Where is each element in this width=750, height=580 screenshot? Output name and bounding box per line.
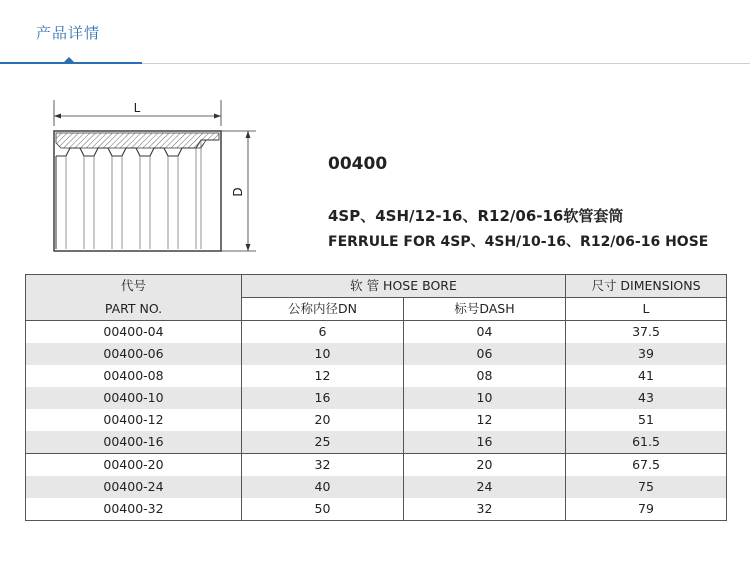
dn-cell: 10 <box>242 343 404 365</box>
dash-cell: 20 <box>404 454 566 477</box>
header-dash: 标号DASH <box>404 298 566 321</box>
length-cell: 43 <box>566 387 727 409</box>
dn-cell: 25 <box>242 431 404 454</box>
table-header-row-2 <box>26 298 727 321</box>
tab-divider <box>142 63 750 64</box>
dash-cell: 24 <box>404 476 566 498</box>
length-cell: 37.5 <box>566 321 727 344</box>
table-row <box>26 343 727 365</box>
table-row <box>26 321 727 344</box>
part-number-cell: 00400-16 <box>26 431 242 454</box>
length-cell: 51 <box>566 409 727 431</box>
dash-cell: 32 <box>404 498 566 521</box>
length-cell: 67.5 <box>566 454 727 477</box>
table-row <box>26 476 727 498</box>
length-cell: 41 <box>566 365 727 387</box>
dash-cell: 10 <box>404 387 566 409</box>
dn-cell: 12 <box>242 365 404 387</box>
spec-table <box>25 274 727 521</box>
table-header-row-1 <box>26 275 727 298</box>
dash-cell: 06 <box>404 343 566 365</box>
dn-cell: 16 <box>242 387 404 409</box>
diameter-label: D <box>231 187 245 197</box>
header-l: L <box>566 298 727 321</box>
dash-cell: 16 <box>404 431 566 454</box>
header-code-en: PART NO. <box>26 298 242 321</box>
length-cell: 39 <box>566 343 727 365</box>
header-code-cn: 代号 <box>26 275 242 298</box>
tab-active-underline <box>0 62 142 64</box>
length-label: L <box>133 101 141 115</box>
part-number-cell: 00400-06 <box>26 343 242 365</box>
table-row <box>26 431 727 454</box>
dn-cell: 50 <box>242 498 404 521</box>
length-cell: 79 <box>566 498 727 521</box>
table-row <box>26 498 727 521</box>
part-number-cell: 00400-04 <box>26 321 242 344</box>
dash-cell: 08 <box>404 365 566 387</box>
table-row <box>26 365 727 387</box>
header-dn: 公称内径DN <box>242 298 404 321</box>
dash-cell: 12 <box>404 409 566 431</box>
ferrule-drawing <box>36 96 256 256</box>
table-row <box>26 409 727 431</box>
length-cell: 61.5 <box>566 431 727 454</box>
dn-cell: 20 <box>242 409 404 431</box>
part-number-cell: 00400-10 <box>26 387 242 409</box>
table-row <box>26 387 727 409</box>
product-title-en: FERRULE FOR 4SP、4SH/10-16、R12/06-16 HOSE <box>328 234 709 250</box>
dn-cell: 32 <box>242 454 404 477</box>
tab-product-details[interactable]: 产品详情 <box>36 24 101 42</box>
dn-cell: 6 <box>242 321 404 344</box>
header-hose-bore: 软 管 HOSE BORE <box>242 275 566 298</box>
part-number-cell: 00400-24 <box>26 476 242 498</box>
part-number-cell: 00400-12 <box>26 409 242 431</box>
product-code: 00400 <box>328 154 388 174</box>
header-dimensions: 尺寸 DIMENSIONS <box>566 275 727 298</box>
part-number-cell: 00400-32 <box>26 498 242 521</box>
length-cell: 75 <box>566 476 727 498</box>
dn-cell: 40 <box>242 476 404 498</box>
table-row <box>26 454 727 477</box>
product-title-cn: 4SP、4SH/12-16、R12/06-16软管套筒 <box>328 207 624 225</box>
dash-cell: 04 <box>404 321 566 344</box>
part-number-cell: 00400-20 <box>26 454 242 477</box>
part-number-cell: 00400-08 <box>26 365 242 387</box>
tab-caret-icon <box>64 57 74 62</box>
